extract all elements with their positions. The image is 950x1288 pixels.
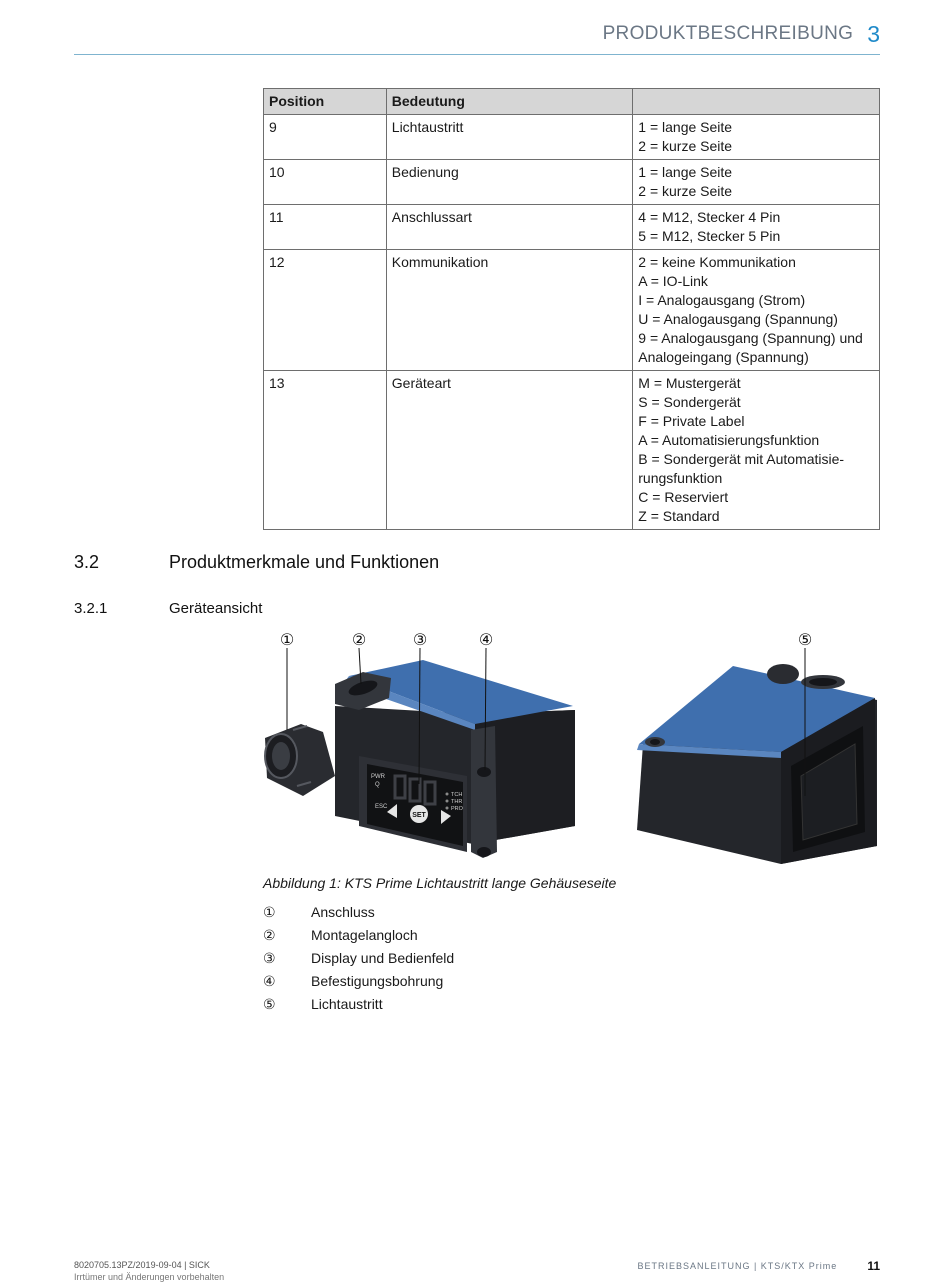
- chapter-title: PRODUKTBESCHREIBUNG: [602, 23, 854, 44]
- section-number: 3.2: [74, 552, 100, 572]
- cell-position: 11: [264, 205, 387, 250]
- pwr-label: PWR: [371, 774, 385, 780]
- legend-item: [263, 993, 454, 1016]
- cell-meaning: Kommunikation: [386, 250, 632, 371]
- cell-meaning: Lichtaustritt: [386, 115, 632, 160]
- document-id: 8020705.13PZ/2019-09-04 | SICK: [74, 1260, 210, 1270]
- value-line: A = Automatisierungsfunktion: [638, 432, 820, 448]
- value-line: F = Private Label: [638, 413, 745, 429]
- value-line: 5 = M12, Stecker 5 Pin: [638, 228, 781, 244]
- device-figure: [263, 626, 880, 870]
- callout-4: ④: [478, 630, 494, 649]
- table-row: [264, 160, 880, 205]
- figure-caption: Abbildung 1: KTS Prime Lichtaustritt lange Gehäuseseite: [263, 875, 617, 891]
- disclaimer: Irrtümer und Änderungen vorbehalten: [74, 1272, 225, 1282]
- cell-values: [633, 160, 880, 205]
- figure-legend: [263, 901, 454, 1016]
- legend-number: ③: [263, 950, 276, 966]
- footer-right: [637, 1259, 880, 1273]
- value-line: B = Sondergerät mit Automatisie-rungsfunktion: [638, 451, 845, 486]
- value-line: 4 = M12, Stecker 4 Pin: [638, 209, 781, 225]
- value-line: 9 = Analogausgang (Spannung) und Analogeingang (Spannung): [638, 330, 863, 365]
- legend-label: Anschluss: [311, 904, 375, 920]
- legend-item: [263, 970, 454, 993]
- cell-values: [633, 371, 880, 530]
- manual-title: BETRIEBSANLEITUNG | KTS/KTX Prime: [637, 1261, 838, 1271]
- value-line: M = Mustergerät: [638, 375, 741, 391]
- cell-position: 10: [264, 160, 387, 205]
- footer-left: [74, 1259, 224, 1283]
- chapter-number: 3: [867, 20, 880, 47]
- legend-item: [263, 901, 454, 924]
- page-number: 11: [867, 1259, 880, 1273]
- value-line: 2 = keine Kommunikation: [638, 254, 796, 270]
- subsection-title: Geräteansicht: [169, 600, 263, 617]
- callout-5: ⑤: [797, 630, 813, 649]
- connector-plug: [265, 724, 335, 796]
- section-title: Produktmerkmale und Funktionen: [169, 552, 440, 572]
- pro-label: PRO: [451, 806, 463, 812]
- value-line: I = Analogausgang (Strom): [638, 292, 806, 308]
- legend-label: Display und Bedienfeld: [311, 950, 455, 966]
- callout-3: ③: [412, 630, 428, 649]
- table-row: [264, 250, 880, 371]
- cell-position: 9: [264, 115, 387, 160]
- legend-number: ②: [263, 927, 276, 943]
- table-row: [264, 205, 880, 250]
- value-line: S = Sondergerät: [638, 394, 741, 410]
- cell-meaning: Geräteart: [386, 371, 632, 530]
- subsection-number: 3.2.1: [74, 600, 108, 617]
- value-line: 1 = lange Seite: [638, 164, 733, 180]
- value-line: 2 = kurze Seite: [638, 183, 733, 199]
- value-line: Z = Standard: [638, 508, 720, 524]
- thr-label: THR: [451, 799, 463, 805]
- tch-label: TCH: [451, 792, 463, 798]
- set-label: SET: [412, 812, 426, 819]
- value-line: U = Analogausgang (Spannung): [638, 311, 838, 327]
- column-header-values: [633, 89, 880, 115]
- callout-2: ②: [351, 630, 367, 649]
- legend-number: ①: [263, 904, 276, 920]
- table-row: [264, 371, 880, 530]
- page-header: [74, 14, 880, 55]
- cell-values: [633, 205, 880, 250]
- legend-item: [263, 947, 454, 970]
- esc-label: ESC: [375, 804, 388, 810]
- table-row: [264, 115, 880, 160]
- type-code-table: [263, 88, 880, 530]
- value-line: C = Reserviert: [638, 489, 729, 505]
- value-line: A = IO-Link: [638, 273, 708, 289]
- sensor-rear-view: [637, 664, 877, 864]
- cell-position: 12: [264, 250, 387, 371]
- cell-values: [633, 115, 880, 160]
- cell-meaning: Anschlussart: [386, 205, 632, 250]
- value-line: 2 = kurze Seite: [638, 138, 733, 154]
- legend-label: Montagelangloch: [311, 927, 418, 943]
- value-line: 1 = lange Seite: [638, 119, 733, 135]
- callout-1: ①: [279, 630, 295, 649]
- column-header-position: Position: [264, 89, 387, 115]
- table-body: [264, 115, 880, 530]
- legend-item: [263, 924, 454, 947]
- q-label: Q: [375, 782, 380, 788]
- table-header-row: [264, 89, 880, 115]
- column-header-meaning: Bedeutung: [386, 89, 632, 115]
- legend-number: ④: [263, 973, 276, 989]
- legend-number: ⑤: [263, 996, 276, 1012]
- legend-label: Lichtaustritt: [311, 996, 383, 1012]
- cell-position: 13: [264, 371, 387, 530]
- cell-meaning: Bedienung: [386, 160, 632, 205]
- mounting-hole-icon: [477, 767, 491, 777]
- legend-label: Befestigungsbohrung: [311, 973, 444, 989]
- cell-values: [633, 250, 880, 371]
